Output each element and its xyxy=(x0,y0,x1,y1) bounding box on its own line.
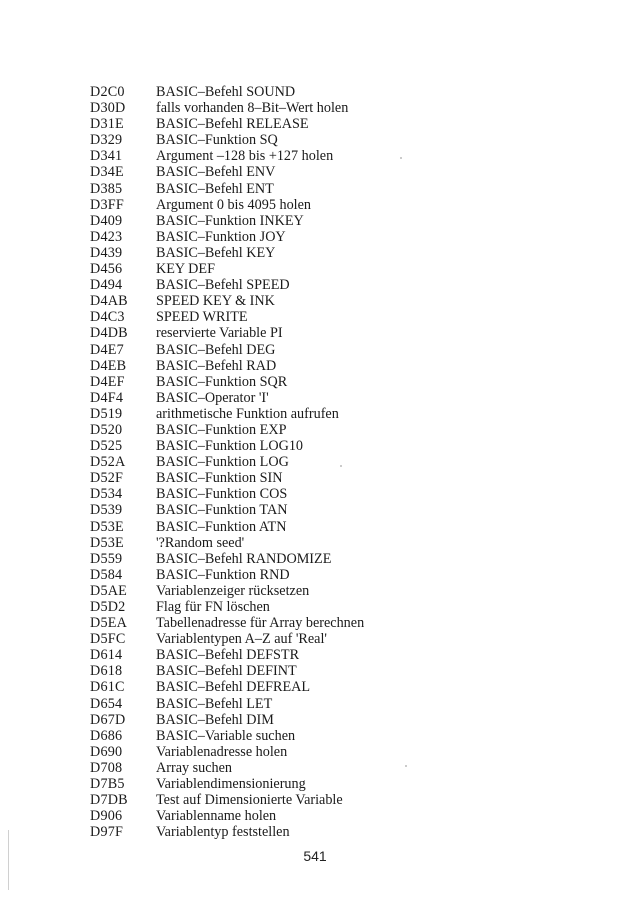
listing-row xyxy=(90,132,530,148)
listing-row xyxy=(90,535,530,551)
routine-description: Variablenadresse holen xyxy=(156,743,288,760)
routine-description: BASIC–Befehl DIM xyxy=(156,711,274,728)
listing-row xyxy=(90,406,530,422)
address-code: D5D2 xyxy=(90,599,126,615)
routine-description: Variablentyp feststellen xyxy=(156,824,290,841)
routine-description: Flag für FN löschen xyxy=(156,599,270,615)
listing-row xyxy=(90,808,530,824)
routine-description: Variablenzeiger rücksetzen xyxy=(156,582,310,599)
address-listing xyxy=(90,84,530,840)
routine-description: BASIC–Funktion LOG10 xyxy=(156,438,304,455)
address-code: D4AB xyxy=(90,293,128,310)
address-code: D341 xyxy=(90,148,123,165)
routine-description: BASIC–Funktion LOG xyxy=(156,454,289,471)
address-code: D494 xyxy=(90,277,123,294)
listing-row xyxy=(90,229,530,245)
listing-row xyxy=(90,438,530,454)
routine-description: falls vorhanden 8–Bit–Wert holen xyxy=(156,100,349,117)
routine-description: BASIC–Funktion SQ xyxy=(156,132,278,149)
routine-description: Variablendimensionierung xyxy=(156,776,306,793)
listing-row xyxy=(90,712,530,728)
listing-row xyxy=(90,486,530,502)
address-code: D4E7 xyxy=(90,341,124,358)
address-code: D61C xyxy=(90,679,125,696)
routine-description: KEY DEF xyxy=(156,261,215,278)
address-code: D584 xyxy=(90,566,123,583)
address-code: D34E xyxy=(90,164,124,181)
routine-description: BASIC–Befehl DEFINT xyxy=(156,663,297,680)
routine-description: '?Random seed' xyxy=(156,534,245,551)
listing-row xyxy=(90,776,530,792)
address-code: D53E xyxy=(90,534,124,551)
listing-row xyxy=(90,519,530,535)
routine-description: BASIC–Operator 'I' xyxy=(156,389,269,406)
listing-row xyxy=(90,454,530,470)
listing-row xyxy=(90,502,530,518)
listing-row xyxy=(90,551,530,567)
listing-row xyxy=(90,116,530,132)
routine-description: BASIC–Befehl KEY xyxy=(156,244,276,261)
listing-row xyxy=(90,679,530,695)
address-code: D53E xyxy=(90,518,124,535)
listing-row xyxy=(90,696,530,712)
address-code: D30D xyxy=(90,100,126,117)
routine-description: BASIC–Befehl SPEED xyxy=(156,277,290,294)
routine-description: Argument –128 bis +127 holen xyxy=(156,148,334,165)
listing-row xyxy=(90,148,530,164)
routine-description: BASIC–Befehl SOUND xyxy=(156,84,296,100)
listing-row xyxy=(90,261,530,277)
routine-description: BASIC–Befehl ENV xyxy=(156,164,276,181)
address-code: D5FC xyxy=(90,631,126,648)
routine-description: BASIC–Befehl RANDOMIZE xyxy=(156,550,332,567)
listing-row xyxy=(90,599,530,615)
routine-description: Variablentypen A–Z auf 'Real' xyxy=(156,631,327,648)
routine-description: Array suchen xyxy=(156,759,233,776)
routine-description: BASIC–Funktion JOY xyxy=(156,228,286,245)
routine-description: SPEED KEY & INK xyxy=(156,293,275,310)
listing-row xyxy=(90,422,530,438)
listing-row xyxy=(90,309,530,325)
address-code: D409 xyxy=(90,212,123,229)
address-code: D329 xyxy=(90,132,123,149)
listing-row xyxy=(90,197,530,213)
address-code: D618 xyxy=(90,663,123,680)
routine-description: Test auf Dimensionierte Variable xyxy=(156,792,343,809)
routine-description: BASIC–Funktion RND xyxy=(156,566,290,583)
routine-description: Argument 0 bis 4095 holen xyxy=(156,196,312,213)
listing-row xyxy=(90,100,530,116)
address-code: D31E xyxy=(90,116,124,133)
address-code: D385 xyxy=(90,180,123,197)
listing-row xyxy=(90,325,530,341)
listing-row xyxy=(90,567,530,583)
routine-description: Tabellenadresse für Array berechnen xyxy=(156,615,365,632)
routine-description: BASIC–Befehl LET xyxy=(156,695,273,712)
address-code: D519 xyxy=(90,405,123,422)
listing-row xyxy=(90,647,530,663)
routine-description: arithmetische Funktion aufrufen xyxy=(156,405,339,422)
listing-row xyxy=(90,583,530,599)
address-code: D525 xyxy=(90,438,123,455)
address-code: D456 xyxy=(90,261,123,278)
address-code: D67D xyxy=(90,711,126,728)
listing-row xyxy=(90,663,530,679)
address-code: D439 xyxy=(90,244,123,261)
scan-speck xyxy=(405,765,407,767)
address-code: D654 xyxy=(90,695,123,712)
routine-description: BASIC–Befehl RAD xyxy=(156,357,277,374)
address-code: D520 xyxy=(90,421,123,438)
address-code: D7DB xyxy=(90,792,128,809)
address-code: D5AE xyxy=(90,582,128,599)
address-code: D686 xyxy=(90,727,123,744)
routine-description: BASIC–Funktion COS xyxy=(156,486,288,503)
listing-row xyxy=(90,390,530,406)
address-code: D52A xyxy=(90,454,126,471)
listing-row xyxy=(90,744,530,760)
address-code: D7B5 xyxy=(90,776,125,793)
address-code: D614 xyxy=(90,647,123,664)
address-code: D559 xyxy=(90,550,123,567)
listing-row xyxy=(90,760,530,776)
routine-description: BASIC–Funktion TAN xyxy=(156,502,288,519)
listing-row xyxy=(90,615,530,631)
address-code: D690 xyxy=(90,743,123,760)
listing-row xyxy=(90,293,530,309)
listing-row xyxy=(90,245,530,261)
address-code: D539 xyxy=(90,502,123,519)
listing-row xyxy=(90,470,530,486)
listing-row xyxy=(90,631,530,647)
listing-row xyxy=(90,164,530,180)
routine-description: BASIC–Befehl ENT xyxy=(156,180,274,197)
routine-description: reservierte Variable PI xyxy=(156,325,283,342)
address-code: D52F xyxy=(90,470,124,487)
address-code: D708 xyxy=(90,759,123,776)
address-code: D534 xyxy=(90,486,123,503)
address-code: D4EB xyxy=(90,357,127,374)
address-code: D4EF xyxy=(90,373,125,390)
routine-description: BASIC–Befehl DEFSTR xyxy=(156,647,300,664)
routine-description: BASIC–Befehl DEG xyxy=(156,341,276,358)
listing-row xyxy=(90,277,530,293)
listing-row xyxy=(90,358,530,374)
address-code: D4F4 xyxy=(90,389,124,406)
listing-row xyxy=(90,792,530,808)
page-number: 541 xyxy=(303,848,327,864)
address-code: D906 xyxy=(90,808,123,825)
routine-description: BASIC–Funktion ATN xyxy=(156,518,287,535)
routine-description: BASIC–Befehl DEFREAL xyxy=(156,679,311,696)
listing-row xyxy=(90,374,530,390)
listing-row xyxy=(90,181,530,197)
scan-edge-mark xyxy=(8,830,9,890)
listing-row xyxy=(90,213,530,229)
scan-speck xyxy=(340,465,342,467)
address-code: D4C3 xyxy=(90,309,125,326)
routine-description: BASIC–Funktion EXP xyxy=(156,421,287,438)
address-code: D5EA xyxy=(90,615,128,632)
address-code: D3FF xyxy=(90,196,124,213)
listing-row xyxy=(90,342,530,358)
address-code: D2C0 xyxy=(90,84,125,100)
address-code: D97F xyxy=(90,824,124,841)
routine-description: Variablenname holen xyxy=(156,808,277,825)
listing-row xyxy=(90,728,530,744)
routine-description: BASIC–Funktion SIN xyxy=(156,470,283,487)
routine-description: BASIC–Befehl RELEASE xyxy=(156,116,309,133)
routine-description: SPEED WRITE xyxy=(156,309,248,326)
listing-row xyxy=(90,84,530,100)
routine-description: BASIC–Variable suchen xyxy=(156,727,296,744)
address-code: D4DB xyxy=(90,325,128,342)
listing-row xyxy=(90,824,530,840)
address-code: D423 xyxy=(90,228,123,245)
routine-description: BASIC–Funktion SQR xyxy=(156,373,288,390)
scan-speck xyxy=(400,157,402,159)
routine-description: BASIC–Funktion INKEY xyxy=(156,212,304,229)
